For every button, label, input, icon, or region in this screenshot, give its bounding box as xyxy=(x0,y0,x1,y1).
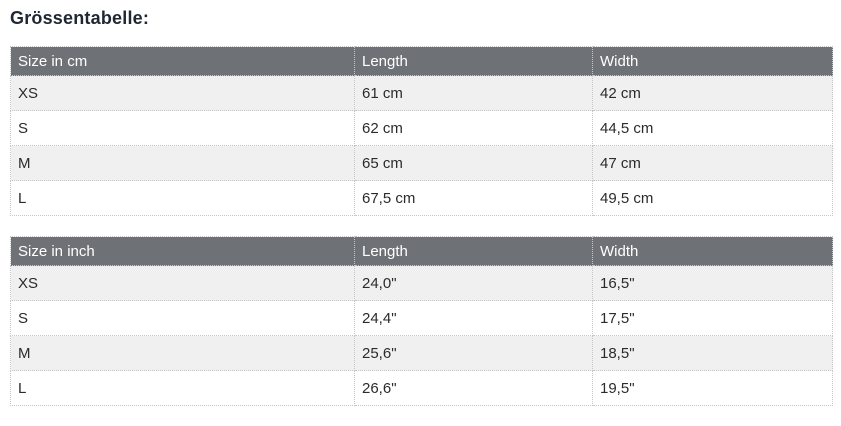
table-cell: 17,5" xyxy=(593,301,833,336)
table-row xyxy=(11,266,833,301)
table-body xyxy=(11,266,833,406)
table-row xyxy=(11,371,833,406)
table-cell: XS xyxy=(11,266,355,301)
table-cell: 16,5" xyxy=(593,266,833,301)
table-cell: S xyxy=(11,301,355,336)
table-cell: 47 cm xyxy=(593,146,833,181)
table-cell: 62 cm xyxy=(355,111,593,146)
table-row xyxy=(11,336,833,371)
table-header-row xyxy=(11,237,833,266)
table-cell: S xyxy=(11,111,355,146)
table-cell: XS xyxy=(11,76,355,111)
size-table-cm xyxy=(10,46,833,216)
table-body xyxy=(11,76,833,216)
table-header-row xyxy=(11,47,833,76)
table-cell: 19,5" xyxy=(593,371,833,406)
column-header: Length xyxy=(355,47,593,76)
table-cell: 61 cm xyxy=(355,76,593,111)
column-header: Width xyxy=(593,237,833,266)
table-row xyxy=(11,301,833,336)
table-cell: 26,6" xyxy=(355,371,593,406)
table-cell: L xyxy=(11,181,355,216)
table-cell: M xyxy=(11,146,355,181)
table-cell: 25,6" xyxy=(355,336,593,371)
column-header: Width xyxy=(593,47,833,76)
table-cell: M xyxy=(11,336,355,371)
column-header: Length xyxy=(355,237,593,266)
table-cell: 67,5 cm xyxy=(355,181,593,216)
page-title: Grössentabelle: xyxy=(10,8,150,28)
table-cell: 49,5 cm xyxy=(593,181,833,216)
table-cell: 44,5 cm xyxy=(593,111,833,146)
table-row xyxy=(11,76,833,111)
size-table-inch xyxy=(10,236,833,406)
column-header: Size in inch xyxy=(11,237,355,266)
table-cell: 18,5" xyxy=(593,336,833,371)
table-cell: 24,0" xyxy=(355,266,593,301)
table-cell: L xyxy=(11,371,355,406)
table-header-row xyxy=(11,237,833,266)
table-cell: 65 cm xyxy=(355,146,593,181)
table-cell: 24,4" xyxy=(355,301,593,336)
column-header: Size in cm xyxy=(11,47,355,76)
table-row xyxy=(11,181,833,216)
table-cell: 42 cm xyxy=(593,76,833,111)
table-row xyxy=(11,111,833,146)
table-header-row xyxy=(11,47,833,76)
table-row xyxy=(11,146,833,181)
